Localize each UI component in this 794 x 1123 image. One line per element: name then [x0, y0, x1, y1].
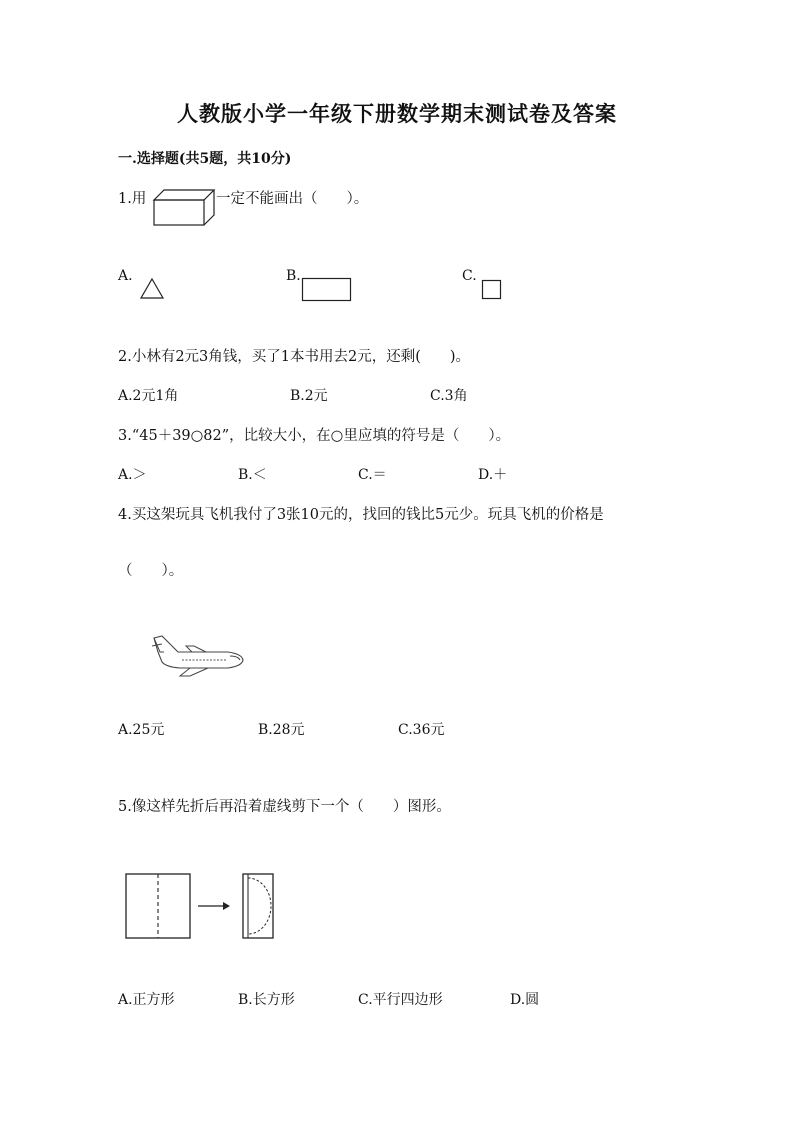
question-3-text: 3.“45＋39○82”，比较大小，在○里应填的符号是（ ）。	[118, 428, 511, 444]
question-1-option-a: A.	[118, 268, 133, 284]
question-3-option-a: A.＞	[118, 467, 147, 483]
section-heading: 一.选择题(共5题，共10分)	[118, 151, 292, 167]
question-4-option-c: C.36元	[398, 722, 445, 738]
question-1-option-c: C.	[462, 268, 477, 284]
question-5-option-b: B.长方形	[238, 992, 295, 1008]
question-5-option-c: C.平行四边形	[358, 992, 443, 1008]
question-4-option-b: B.28元	[258, 722, 305, 738]
triangle-figure	[140, 278, 164, 300]
question-5-option-d: D.圆	[510, 992, 540, 1008]
question-3-option-c: C.＝	[358, 467, 387, 483]
question-4-text: 4.买这架玩具飞机我付了3张10元的，找回的钱比5元少。玩具飞机的价格是	[118, 507, 604, 523]
question-3-option-b: B.＜	[238, 467, 267, 483]
folding-diagram	[125, 872, 275, 942]
question-2-option-a: A.2元1角	[118, 388, 179, 404]
cuboid-figure	[152, 188, 216, 228]
question-4-option-a: A.25元	[118, 722, 165, 738]
question-1-prefix: 1.用	[118, 191, 147, 207]
question-1-text: 一定不能画出（ ）。	[216, 191, 369, 207]
question-2-option-b: B.2元	[290, 388, 328, 404]
question-2-text: 2.小林有2元3角钱，买了1本书用去2元，还剩( )。	[118, 349, 471, 365]
question-5-option-a: A.正方形	[118, 992, 175, 1008]
question-1-option-b: B.	[286, 268, 301, 284]
question-4-blank: （ ）。	[118, 563, 184, 579]
question-3-option-d: D.＋	[478, 467, 508, 483]
question-5-text: 5.像这样先折后再沿着虚线剪下一个（ ）图形。	[118, 799, 451, 815]
question-2-option-c: C.3角	[430, 388, 468, 404]
square-figure	[482, 280, 502, 300]
page-title: 人教版小学一年级下册数学期末测试卷及答案	[177, 101, 617, 126]
rectangle-figure	[302, 278, 352, 302]
toy-airplane-icon	[150, 632, 246, 678]
